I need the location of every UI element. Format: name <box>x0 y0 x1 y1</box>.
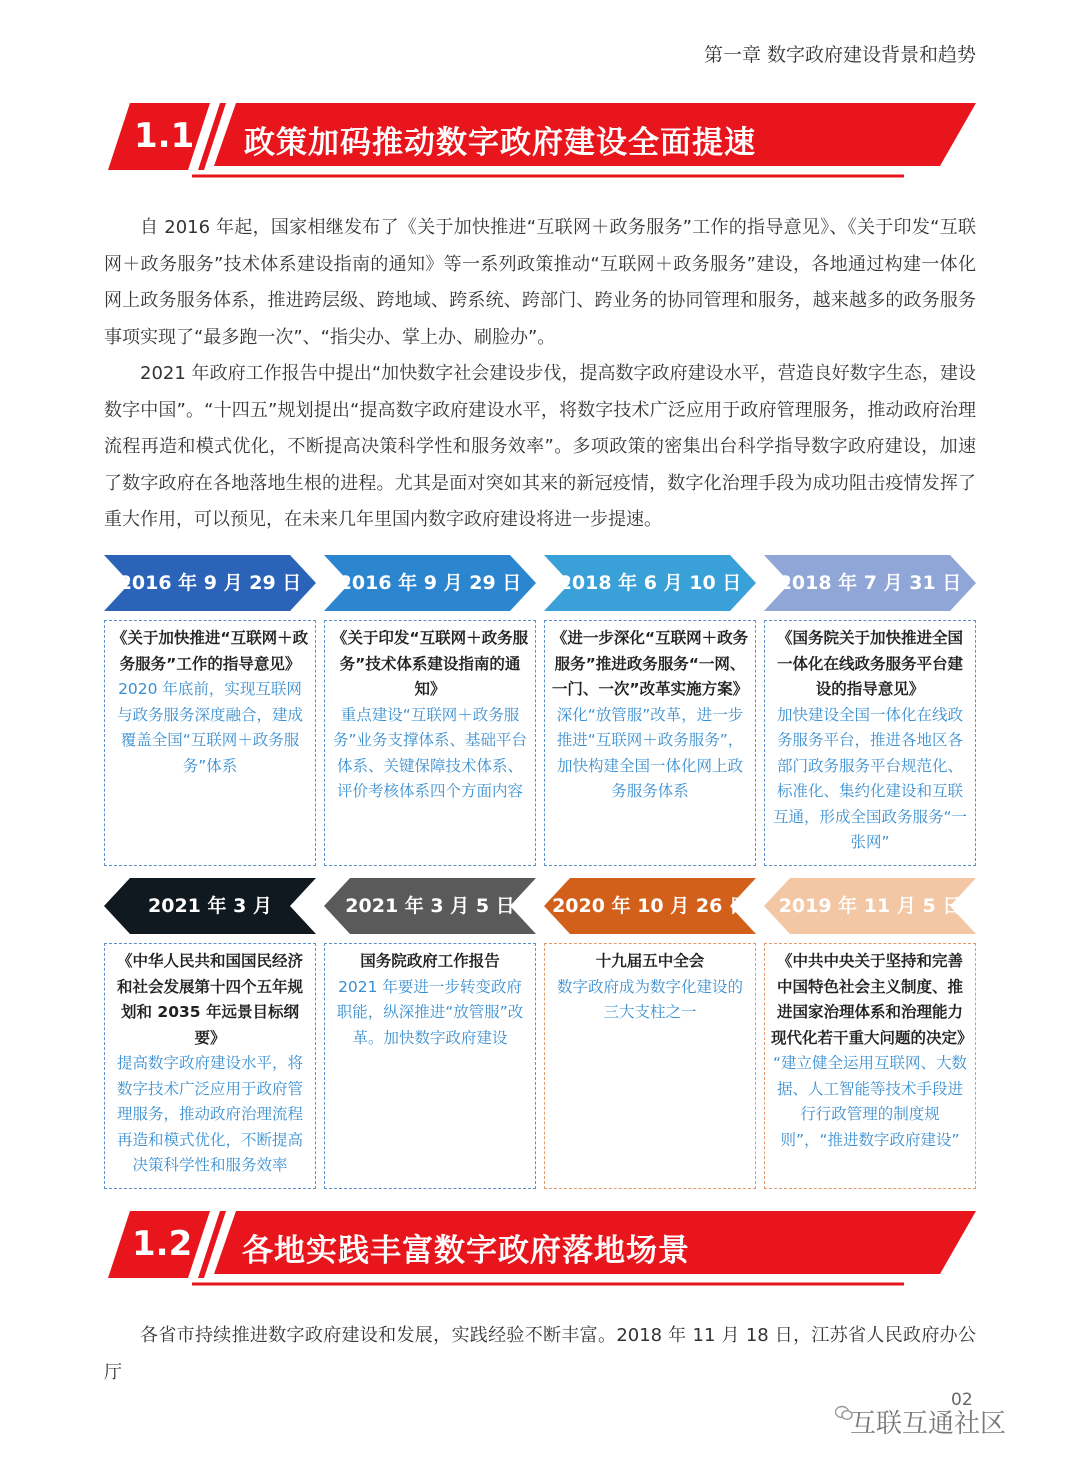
policy-description: 加快建设全国一体化在线政务服务平台，推进各地区各部门政务服务平台规范化、标准化、集约化建设和互联互通，形成全国政务服务“一张网” <box>772 705 968 851</box>
policy-document-title: 《关于加快推进“互联网＋政务服务”工作的指导意见》 <box>111 629 309 673</box>
timeline-card <box>324 943 536 1189</box>
section-1-banner <box>104 100 976 180</box>
paragraph-1: 自 2016 年起，国家相继发布了《关于加快推进“互联网＋政务服务”工作的指导意见》、《关于印发“互联网＋政务服务”技术体系建设指南的通知》等一系列政策推动“互联网＋政务服务”建设，各地通过构建一体化网上政务服务体系，推进跨层级、跨地域、跨系统、跨部门、跨业务的协同管理和服务，越来越多的政务服务事项实现了“最多跑一次”、“指尖办、掌上办、刷脸办”。 <box>104 217 976 348</box>
chapter-header: 第一章 数字政府建设背景和趋势 <box>703 44 976 66</box>
section-2-number: 1.2 <box>132 1224 193 1264</box>
policy-document-title: 《中华人民共和国国民经济和社会发展第十四个五年规划和 2035 年远景目标纲要》 <box>116 952 303 1047</box>
timeline-date: 2020 年 10 月 26 日 <box>552 895 748 917</box>
page-number: 02 <box>951 1390 973 1410</box>
timeline-date: 2018 年 6 月 10 日 <box>558 572 742 594</box>
timeline-date-banner <box>324 878 536 934</box>
section-2-text <box>104 1318 976 1391</box>
timeline-date: 2016 年 9 月 29 日 <box>338 572 522 594</box>
policy-description: 提高数字政府建设水平，将数字技术广泛应用于政府管理服务，推动政府治理流程再造和模式优化，不断提高决策科学性和服务效率 <box>116 1054 303 1174</box>
timeline-card <box>544 943 756 1189</box>
policy-document-title: 《中共中央关于坚持和完善中国特色社会主义制度、推进国家治理体系和治理能力现代化若干重大问题的决定》 <box>771 952 973 1047</box>
policy-document-title: 十九届五中全会 <box>595 952 705 970</box>
timeline-date: 2021 年 3 月 <box>148 895 272 917</box>
policy-document-title: 《关于印发“互联网＋政务服务”技术体系建设指南的通知》 <box>331 629 529 698</box>
timeline-card <box>104 943 316 1189</box>
timeline-card <box>324 620 536 866</box>
policy-document-title: 国务院政府工作报告 <box>360 952 500 970</box>
timeline-date-banner <box>764 555 976 611</box>
timeline-card <box>544 620 756 866</box>
timeline-card <box>764 943 976 1189</box>
timeline-date-banner <box>544 878 756 934</box>
policy-description: 2021 年要进一步转变政府职能，纵深推进“放管服”改革。加快数字政府建设 <box>336 977 524 1047</box>
section-2-banner <box>104 1208 976 1288</box>
policy-description: 重点建设“互联网＋政务服务”业务支撑体系、基础平台体系、关键保障技术体系、评价考核体系四个方面内容 <box>332 705 528 800</box>
policy-document-title: 《国务院关于加快推进全国一体化在线政务服务平台建设的指导意见》 <box>776 629 963 698</box>
timeline-date: 2019 年 11 月 5 日 <box>778 895 962 917</box>
section-2-title: 各地实践丰富数字政府落地场景 <box>242 1233 690 1269</box>
paragraph-3: 各省市持续推进数字政府建设和发展，实践经验不断丰富。2018 年 11 月 18 日，江苏省人民政府办公厅 <box>104 1325 976 1383</box>
timeline-date: 2021 年 3 月 5 日 <box>345 895 515 917</box>
policy-description: 2020 年底前，实现互联网与政务服务深度融合，建成覆盖全国“互联网＋政务服务”体系 <box>116 680 303 775</box>
timeline-date: 2016 年 9 月 29 日 <box>118 572 302 594</box>
timeline-date-banner <box>544 555 756 611</box>
timeline-date-banner <box>324 555 536 611</box>
section-1-title: 政策加码推动数字政府建设全面提速 <box>244 125 756 161</box>
policy-description: 数字政府成为数字化建设的三大支柱之一 <box>556 977 743 1021</box>
policy-description: “建立健全运用互联网、大数据、人工智能等技术手段进行行政管理的制度规则”，“推进数字政府建设” <box>772 1054 968 1149</box>
timeline-card <box>104 620 316 866</box>
intro-text <box>104 210 976 539</box>
watermark-text: 互联互通社区 <box>850 1409 1007 1439</box>
timeline-date-banner <box>764 878 976 934</box>
timeline-date-banner <box>104 878 316 934</box>
section-1-number: 1.1 <box>134 116 195 156</box>
policy-document-title: 《进一步深化“互联网＋政务服务”推进政务服务“一网、一门、一次”改革实施方案》 <box>551 629 749 698</box>
timeline-date: 2018 年 7 月 31 日 <box>778 572 962 594</box>
timeline-date-banner <box>104 555 316 611</box>
timeline-card <box>764 620 976 866</box>
policy-description: 深化“放管服”改革，进一步推进“互联网＋政务服务”，加快构建全国一体化网上政务服务体系 <box>556 705 744 800</box>
paragraph-2: 2021 年政府工作报告中提出“加快数字社会建设步伐，提高数字政府建设水平，营造良好数字生态，建设数字中国”。“十四五”规划提出“提高数字政府建设水平，将数字技术广泛应用于政府管理服务，推动政府治理流程再造和模式优化，不断提高决策科学性和服务效率”。多项政策的密集出台科学指导数字政府建设，加速了数字政府在各地落地生根的进程。尤其是面对突如其来的新冠疫情，数字化治理手段为成功阻击疫情发挥了重大作用，可以预见，在未来几年里国内数字政府建设将进一步提速。 <box>104 363 976 530</box>
